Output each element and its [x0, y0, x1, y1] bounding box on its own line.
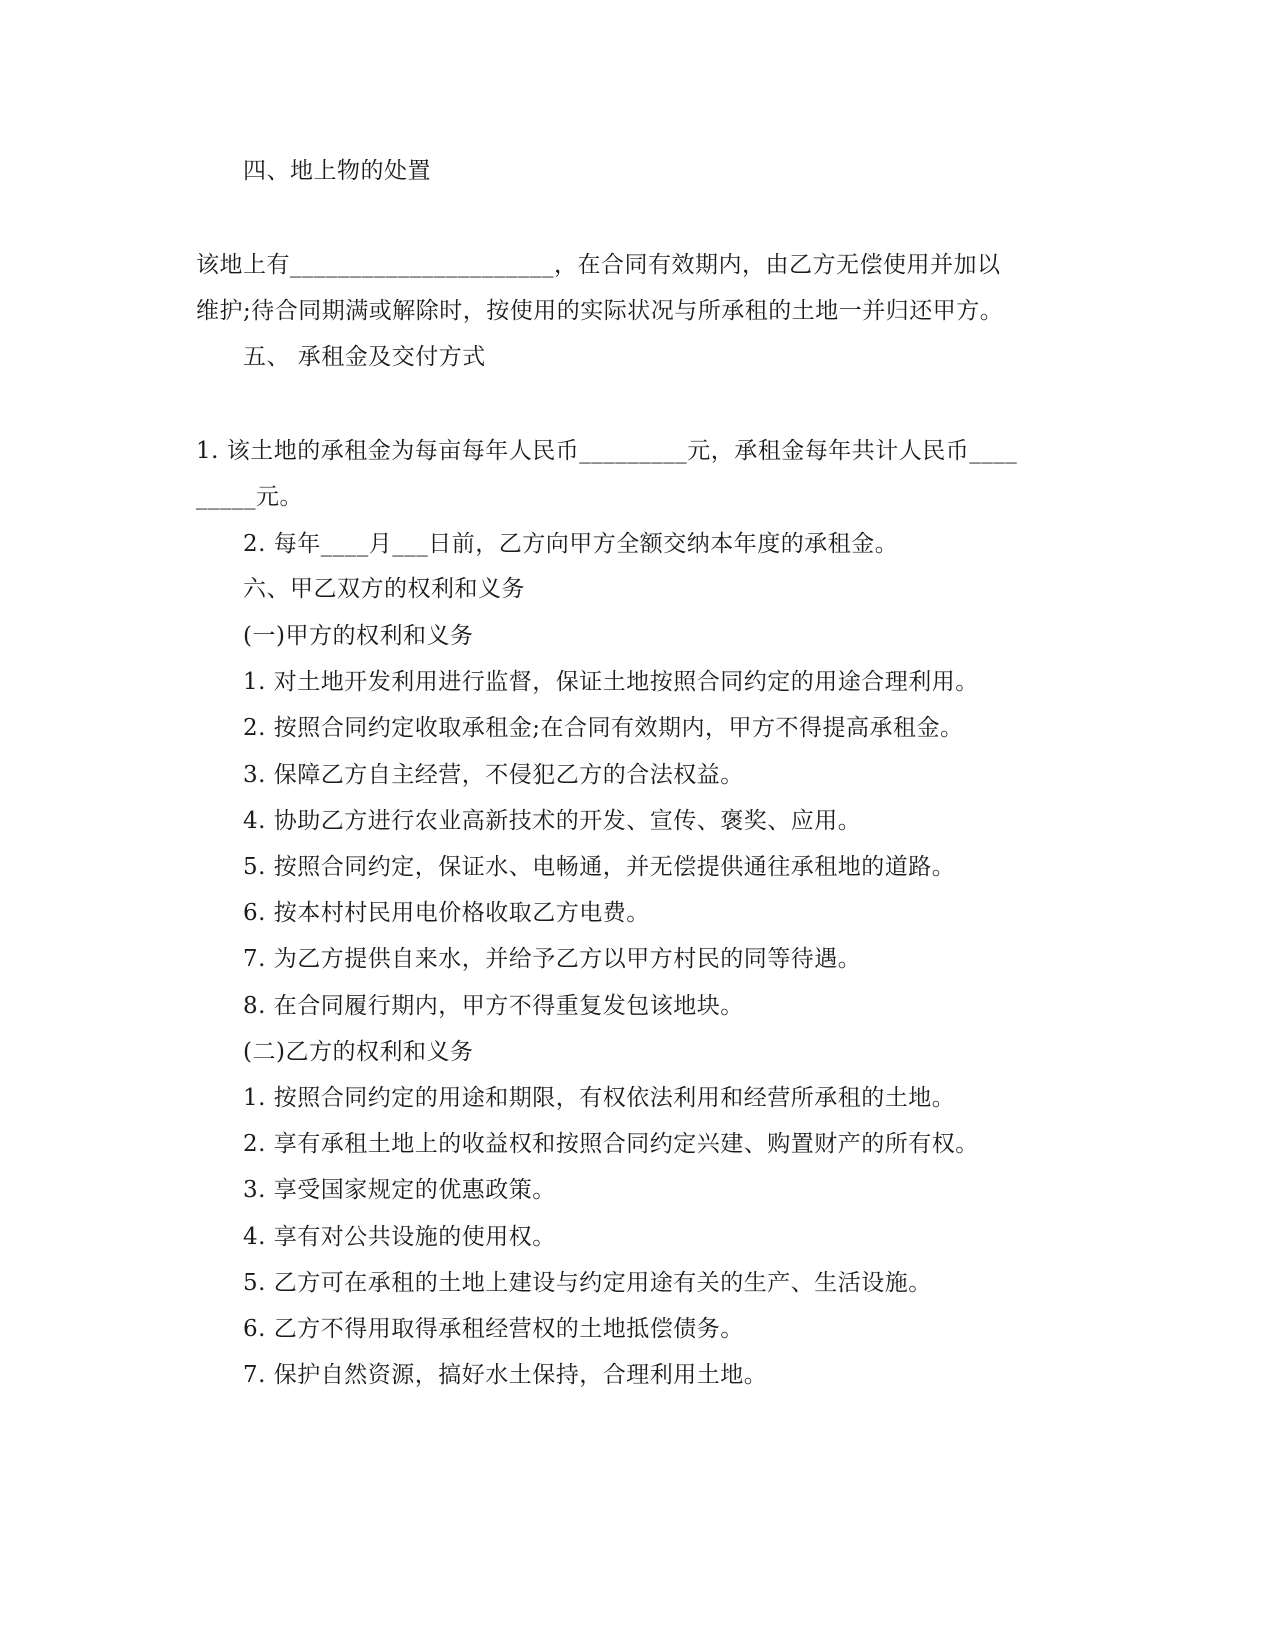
party-b-item: 4. 享有对公共设施的使用权。 [243, 1224, 556, 1250]
party-a-item: 8. 在合同履行期内，甲方不得重复发包该地块。 [243, 993, 744, 1019]
party-b-item: 2. 享有承租土地上的收益权和按照合同约定兴建、购置财产的所有权。 [243, 1131, 979, 1157]
party-a-heading: (一)甲方的权利和义务 [243, 623, 474, 649]
section-6-heading: 六、甲乙双方的权利和义务 [243, 576, 525, 602]
party-a-item: 5. 按照合同约定，保证水、电畅通，并无偿提供通往承租地的道路。 [243, 854, 956, 880]
party-b-item: 1. 按照合同约定的用途和期限，有权依法利用和经营所承租的土地。 [243, 1085, 956, 1111]
rent-clause-1-line-2: _____元。 [196, 484, 303, 510]
party-a-item: 6. 按本村村民用电价格收取乙方电费。 [243, 900, 650, 926]
section-4-paragraph-line-1: 该地上有______________________，在合同有效期内，由乙方无偿使用并加以 [196, 252, 1001, 278]
party-b-item: 5. 乙方可在承租的土地上建设与约定用途有关的生产、生活设施。 [243, 1270, 932, 1296]
party-a-item: 3. 保障乙方自主经营，不侵犯乙方的合法权益。 [243, 762, 744, 788]
rent-clause-2: 2. 每年____月___日前，乙方向甲方全额交纳本年度的承租金。 [243, 531, 899, 557]
party-b-item: 7. 保护自然资源，搞好水土保持，合理利用土地。 [243, 1362, 768, 1388]
party-a-item: 2. 按照合同约定收取承租金;在合同有效期内，甲方不得提高承租金。 [243, 715, 964, 741]
section-4-paragraph-line-2: 维护;待合同期满或解除时，按使用的实际状况与所承租的土地一并归还甲方。 [196, 298, 1004, 324]
party-b-item: 6. 乙方不得用取得承租经营权的土地抵偿债务。 [243, 1316, 744, 1342]
party-b-heading: (二)乙方的权利和义务 [243, 1039, 474, 1065]
party-b-item: 3. 享受国家规定的优惠政策。 [243, 1177, 556, 1203]
section-4-heading: 四、地上物的处置 [243, 158, 431, 184]
section-5-heading: 五、 承租金及交付方式 [243, 344, 486, 370]
rent-clause-1-line-1: 1. 该土地的承租金为每亩每年人民币_________元，承租金每年共计人民币____ [196, 438, 1018, 464]
party-a-item: 1. 对土地开发利用进行监督，保证土地按照合同约定的用途合理利用。 [243, 669, 979, 695]
party-a-item: 7. 为乙方提供自来水，并给予乙方以甲方村民的同等待遇。 [243, 946, 862, 972]
party-a-item: 4. 协助乙方进行农业高新技术的开发、宣传、褒奖、应用。 [243, 808, 862, 834]
